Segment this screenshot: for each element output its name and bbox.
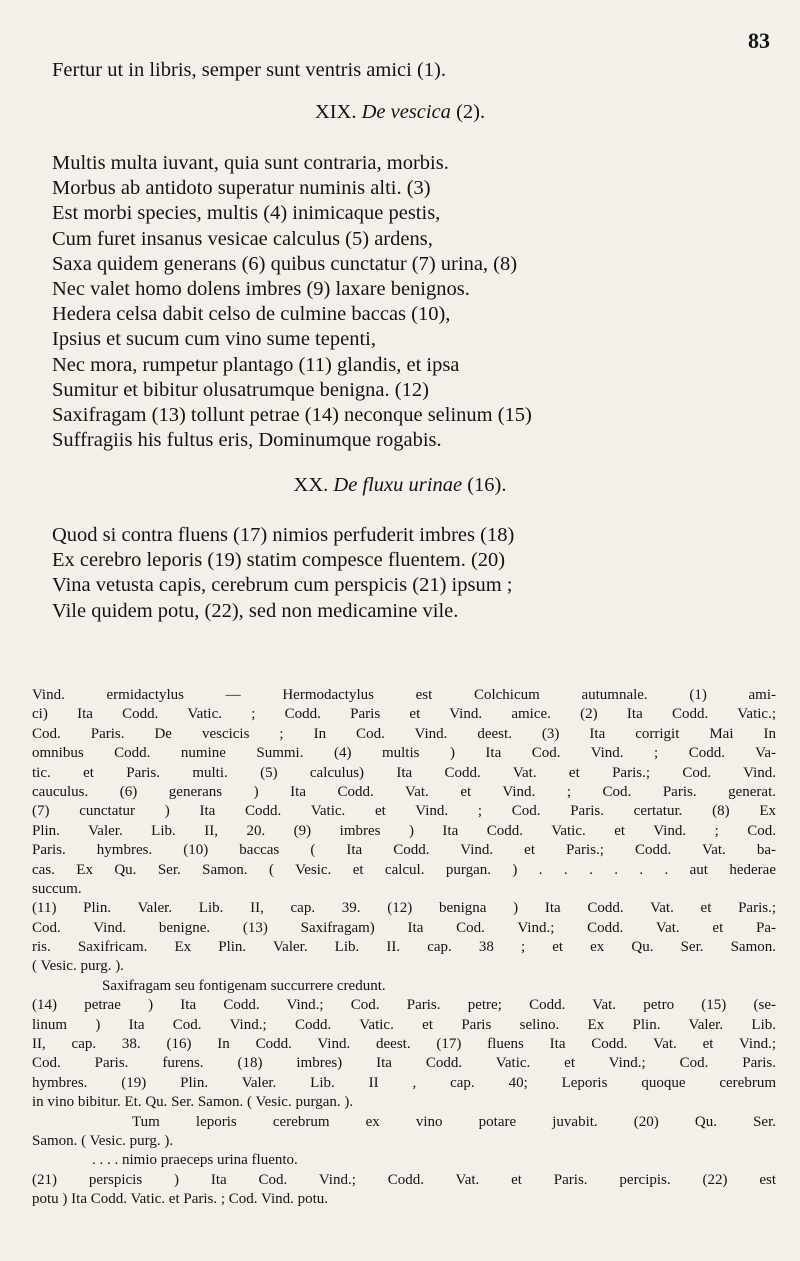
- verse-line: Est morbi species, multis (4) inimicaque pestis,: [52, 202, 441, 225]
- footnote-line: (21) perspicis ) Ita Cod. Vind.; Codd. Vat. et Paris. percipis. (22) est: [32, 1171, 776, 1188]
- footnote-line: Plin. Valer. Lib. II, 20. (9) imbres ) Ita Codd. Vatic. et Vind. ; Cod.: [32, 822, 776, 839]
- verse-line: Multis multa iuvant, quia sunt contraria, morbis.: [52, 152, 449, 174]
- verse-line: Saxa quidem generans (6) quibus cunctatur (7) urina, (8): [52, 252, 518, 275]
- verse-line: Vile quidem potu, (22), sed non medicamine vile.: [52, 599, 459, 622]
- verse-line: Hedera celsa dabit celso de culmine baccas (10),: [52, 303, 451, 326]
- verse-line: Cum furet insanus vesicae calculus (5) ardens,: [52, 227, 433, 250]
- footnote-line: tic. et Paris. multi. (5) calculus) Ita Codd. Vat. et Paris.; Cod. Vind.: [32, 764, 776, 781]
- top-verse-line: Fertur ut in libris, semper sunt ventris amici (1).: [52, 59, 446, 81]
- footnote-line: cas. Ex Qu. Ser. Samon. ( Vesic. et calcul. purgan. ) . . . . . . aut hederae: [32, 861, 776, 878]
- footnotes: [32, 686, 776, 1210]
- verse-line: Nec mora, rumpetur plantago (11) glandis, et ipsa: [52, 353, 460, 376]
- verse-line: Ipsius et sucum cum vino sume tepenti,: [52, 328, 376, 351]
- footnote-line: hymbres. (19) Plin. Valer. Lib. II , cap. 40; Leporis quoque cerebrum: [32, 1074, 776, 1091]
- footnote-line: omnibus Codd. numine Summi. (4) multis ) Ita Cod. Vind. ; Codd. Va-: [32, 745, 776, 762]
- section-20-verses: [52, 523, 772, 624]
- footnote-line: cauculus. (6) generans ) Ita Codd. Vat. et Vind. ; Cod. Paris. generat.: [32, 783, 776, 800]
- verse-line: Quod si contra fluens (17) nimios perfuderit imbres (18): [52, 524, 515, 546]
- footnote-line: ris. Saxifricam. Ex Plin. Valer. Lib. II. cap. 38 ; et ex Qu. Ser. Samon.: [32, 939, 776, 956]
- verse-line: Ex cerebro leporis (19) statim compesce fluentem. (20): [52, 549, 506, 572]
- footnote-quote: . . . . nimio praeceps urina fluento.: [92, 1152, 298, 1169]
- section-heading-20: XX. De fluxu urinae (16).: [293, 474, 507, 496]
- footnote-line: Paris. hymbres. (10) baccas ( Ita Codd. Vind. et Paris.; Codd. Vat. ba-: [32, 842, 776, 859]
- verse-line: Saxifragam (13) tollunt petrae (14) neconque selinum (15): [52, 403, 532, 426]
- footnote-line: Vind. ermidactylus — Hermodactylus est Colchicum autumnale. (1) ami-: [32, 687, 776, 703]
- footnote-line: Cod. Vind. benigne. (13) Saxifragam) Ita Cod. Vind.; Codd. Vat. et Pa-: [32, 919, 776, 936]
- footnote-line: ( Vesic. purg. ).: [32, 958, 124, 975]
- footnote-line: succum.: [32, 880, 82, 897]
- page-number: 83: [748, 28, 770, 53]
- footnote-quote: Tum leporis cerebrum ex vino potare juvabit. (20) Qu. Ser.: [132, 1113, 776, 1130]
- footnote-line: ci) Ita Codd. Vatic. ; Codd. Paris et Vind. amice. (2) Ita Codd. Vatic.;: [32, 706, 776, 723]
- footnote-line: (11) Plin. Valer. Lib. II, cap. 39. (12) benigna ) Ita Codd. Vat. et Paris.;: [32, 900, 776, 917]
- verse-line: Sumitur et bibitur olusatrumque benigna. (12): [52, 378, 429, 401]
- footnote-line: II, cap. 38. (16) In Codd. Vind. deest. (17) fluens Ita Codd. Vat. et Vind.;: [32, 1036, 776, 1053]
- verse-line: Nec valet homo dolens imbres (9) laxare benignos.: [52, 277, 470, 300]
- footnote-line: Cod. Paris. De vescicis ; In Cod. Vind. deest. (3) Ita corrigit Mai In: [32, 725, 776, 742]
- verse-line: Suffragiis his fultus eris, Dominumque rogabis.: [52, 429, 442, 452]
- section-heading-19: XIX. De vescica (2).: [314, 101, 486, 123]
- footnote-line: Cod. Paris. furens. (18) imbres) Ita Codd. Vatic. et Vind.; Cod. Paris.: [32, 1055, 776, 1072]
- verse-line: Morbus ab antidoto superatur numinis alti. (3): [52, 177, 431, 200]
- footnote-line: (7) cunctatur ) Ita Codd. Vatic. et Vind. ; Cod. Paris. certatur. (8) Ex: [32, 803, 776, 820]
- section-19-verses: [52, 151, 772, 453]
- footnote-line: linum ) Ita Cod. Vind.; Codd. Vatic. et Paris selino. Ex Plin. Valer. Lib.: [32, 1016, 776, 1033]
- footnote-line: potu ) Ita Codd. Vatic. et Paris. ; Cod. Vind. potu.: [32, 1191, 329, 1208]
- footnote-quote: Saxifragam seu fontigenam succurrere credunt.: [102, 977, 386, 994]
- footnote-line: in vino bibitur. Et. Qu. Ser. Samon. ( Vesic. purgan. ).: [32, 1094, 354, 1111]
- footnote-line: (14) petrae ) Ita Codd. Vind.; Cod. Paris. petre; Codd. Vat. petro (15) (se-: [32, 997, 776, 1014]
- footnote-line: Samon. ( Vesic. purg. ).: [32, 1132, 174, 1149]
- verse-line: Vina vetusta capis, cerebrum cum perspicis (21) ipsum ;: [52, 574, 513, 597]
